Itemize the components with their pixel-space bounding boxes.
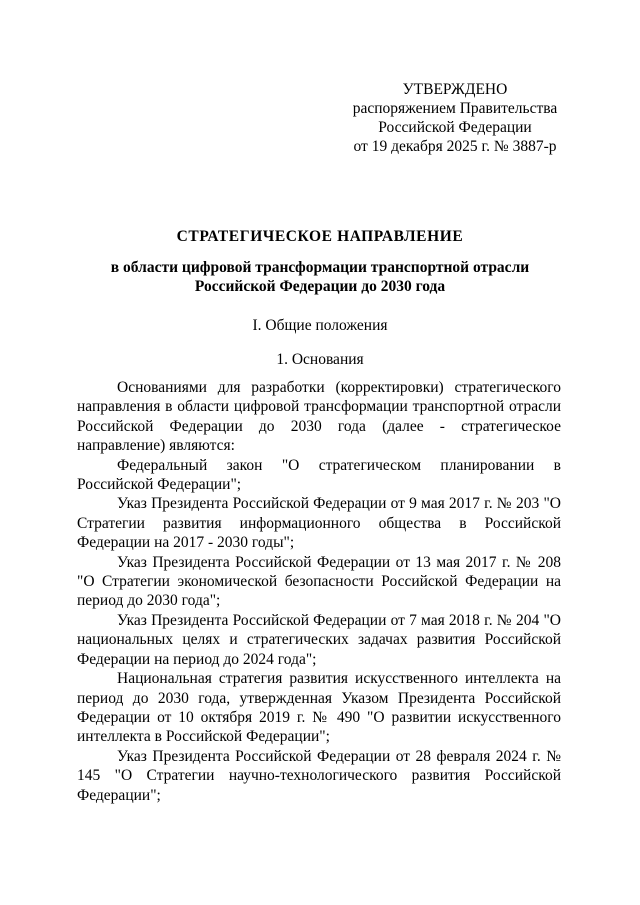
document-title: СТРАТЕГИЧЕСКОЕ НАПРАВЛЕНИЕ [176,228,464,245]
document-subtitle-line-1: в области цифровой трансформации транспортной отрасли [110,259,530,276]
document-body [77,378,561,805]
document-title-block [60,227,580,296]
paragraph-decree-145: Указ Президента Российской Федерации от 28 февраля 2024 г. № 145 "О Стратегии научно-технологического развития Российской Федерации"; [77,747,561,804]
paragraph-ai-strategy: Национальная стратегия развития искусственного интеллекта на период до 2030 года, утвержденная Указом Президента Российской Федерации от 10 октября 2019 г. № 490 "О развитии искусственного интеллекта в Российской Федерации"; [77,670,561,746]
paragraph-decree-208: Указ Президента Российской Федерации от 13 мая 2017 г. № 208 "О Стратегии экономической безопасности Российской Федерации на период до 2030 года"; [77,553,561,610]
approval-line-1: распоряжением Правительства [352,100,558,117]
paragraph-federal-law: Федеральный закон "О стратегическом планировании в Российской Федерации"; [77,456,561,494]
section-heading: I. Общие положения [252,317,388,334]
section-subheading: 1. Основания [276,351,364,368]
paragraph-intro: Основаниями для разработки (корректировки) стратегического направления в области цифровой трансформации транспортной отрасли Российской Федерации до 2030 года (далее - стратегическое направление) являются: [77,379,561,455]
approval-line-2: Российской Федерации [378,119,532,136]
document-subtitle-line-2: Российской Федерации до 2030 года [194,278,446,295]
approval-stamp [340,80,570,156]
paragraph-decree-203: Указ Президента Российской Федерации от 9 мая 2017 г. № 203 "О Стратегии развития информационного общества в Российской Федерации на 2017 - 2030 годы"; [77,495,561,552]
approval-title: УТВЕРЖДЕНО [402,81,508,98]
approval-line-3: от 19 декабря 2025 г. № 3887-р [353,138,557,155]
paragraph-decree-204: Указ Президента Российской Федерации от 7 мая 2018 г. № 204 "О национальных целях и стратегических задачах развития Российской Федерации на период до 2024 года"; [77,611,561,668]
